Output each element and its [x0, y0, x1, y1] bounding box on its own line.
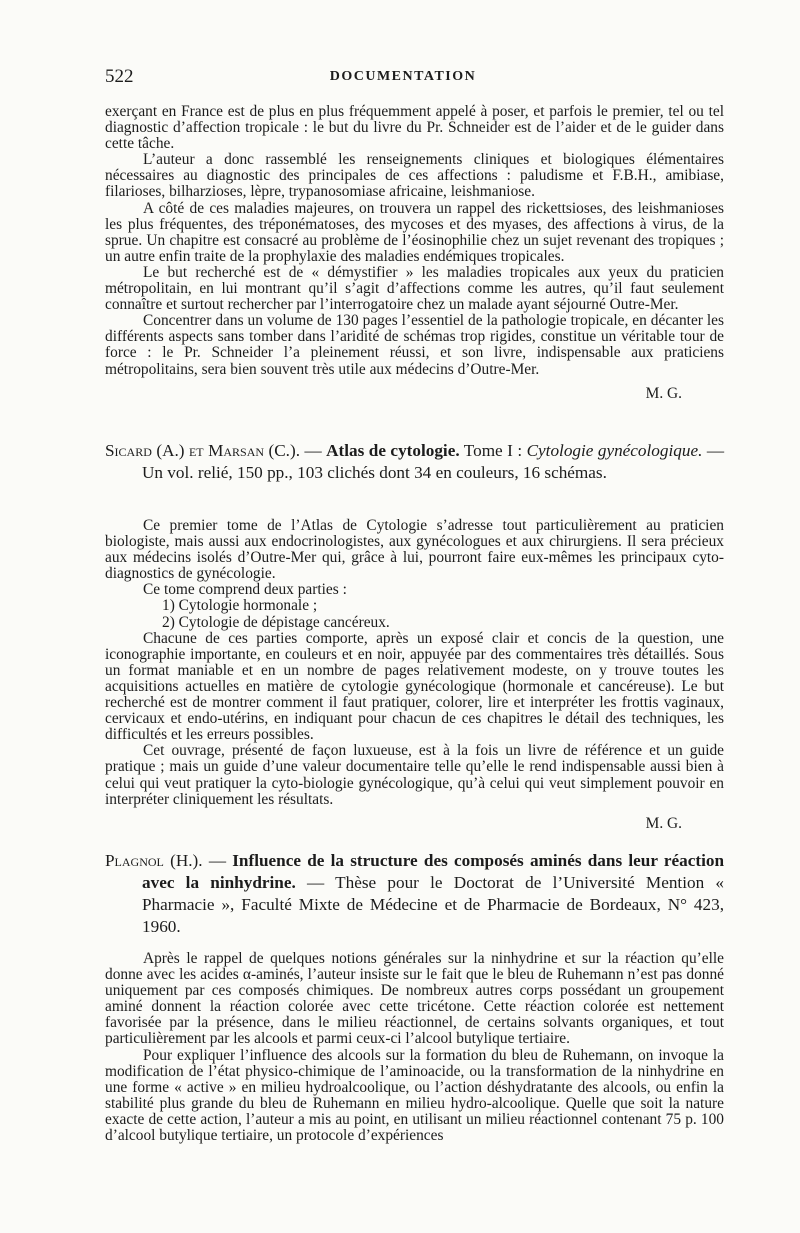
review-2-paragraph: Cet ouvrage, présenté de façon luxueuse, est à la fois un livre de référence et un guide pratique ; mais un guide d’une valeur documentaire telle qu’elle le rend indispensable aussi bien à celui qui veut pratiquer la cyto-biologie gynécologique, qu’à celui qui veut simplement pouvoir en interpréter cliniquement les résultats.: [105, 742, 724, 808]
review-3-heading: [105, 850, 724, 938]
page-number: 522: [105, 66, 134, 87]
review-3-dash: —: [208, 851, 226, 870]
review-1-paragraph: exerçant en France est de plus en plus fréquemment appelé à poser, et parfois le premier, tel ou tel diagnostic d’affection tropicale : le but du livre du Pr. Schneider est de l’aider et de le guider dans cette tâche.: [105, 103, 724, 153]
review-2-heading: [105, 440, 724, 484]
review-1-paragraph: Le but recherché est de « démystifier » les maladies tropicales aux yeux du praticien métropolitain, en lui montrant qu’il s’agit d’affections comme les autres, qu’il faut seulement connaître et surtout rechercher par l’interrogatoire chez un malade ayant séjourné Outre-Mer.: [105, 263, 724, 314]
review-3-author: Plagnol (H.).: [105, 851, 203, 870]
review-2-authors: Sicard (A.) et Marsan (C.).: [105, 441, 301, 460]
running-title: DOCUMENTATION: [329, 69, 477, 84]
review-1-paragraph: A côté de ces maladies majeures, on trouvera un rappel des rickettsioses, des leishmanioses les plus fréquentes, des tréponématoses, des mycoses et des myases, des affections à virus, de la sprue. Un chapitre est consacré au problème de l’éosinophilie chez un sujet revenant des tropiques ; un autre enfin traite de la prophylaxie des maladies endémiques tropicales.: [105, 199, 724, 265]
review-2-list: [105, 598, 724, 630]
review-2-paragraph: Chacune de ces parties comporte, après un exposé clair et concis de la question, une iconographie importante, en couleurs et en noir, appuyée par des commentaires très détaillés. Sous un format maniable et en un nombre de pages relativement modeste, on y trouve toutes les acquisitions actuelles en matière de cytologie gynécologique (hormonale et cancéreuse). Le but recherché est de montrer comment il faut pratiquer, colorer, lire et interpréter les frottis vaginaux, cervicaux et endo-utérins, en indiquant pour chacun de ces chapitres le détail des techniques, les difficultés et les erreurs possibles.: [105, 629, 724, 744]
review-2-paragraph: Ce tome comprend deux parties :: [143, 581, 347, 599]
review-2-subtitle: Cytologie gynécologique.: [526, 441, 703, 460]
list-item: 1) Cytologie hormonale ;: [162, 597, 318, 615]
review-2-tome: Tome I :: [463, 441, 523, 460]
review-2-dash: —: [304, 441, 322, 460]
page-header: [105, 66, 701, 90]
review-1: [105, 104, 724, 402]
review-3-details: — Thèse pour le Doctorat de l’Université Mention « Pharmacie », Faculté Mixte de Médecine et de Pharmacie de Bordeaux, N° 423, 1960.: [142, 873, 724, 936]
review-2-body: [105, 518, 724, 832]
review-3-title: Influence de la structure des composés aminés dans leur réaction avec la ninhydrine.: [142, 851, 725, 892]
review-2-title: Atlas de cytologie.: [326, 441, 460, 460]
list-item: 2) Cytologie de dépistage cancéreux.: [162, 613, 390, 631]
review-3-body: [105, 951, 724, 1144]
review-3-paragraph: Pour expliquer l’influence des alcools sur la formation du bleu de Ruhemann, on invoque la modification de l’état physico-chimique de l’aminoacide, ou la transformation de la ninhydrine en une forme « active » en milieu hydroalcoolique, ou l’action déshydratante des alcools, ou enfin la stabilité plus grande du bleu de Ruhemann en milieu hydro-alcoolique. Quelle que soit la nature exacte de cette action, l’auteur a mis au point, en utilisant un milieu réactionnel contenant 75 p. 100 d’alcool butylique tertiaire, un protocole d’expériences: [105, 1046, 724, 1145]
review-2-paragraph: Ce premier tome de l’Atlas de Cytologie s’adresse tout particulièrement au praticien biologiste, mais aussi aux endocrinologistes, aux gynécologues et aux chirurgiens. Il sera précieux aux médecins isolés d’Outre-Mer qui, grâce à lui, pourront faire eux-mêmes les principaux cyto-diagnostics de gynécologie.: [105, 517, 724, 583]
review-3-paragraph: Après le rappel de quelques notions générales sur la ninhydrine et sur la réaction qu’elle donne avec les acides α-aminés, l’auteur insiste sur le fait que le bleu de Ruhemann n’est pas donné uniquement par ces composés chimiques. De nombreux autres corps possédant un groupement aminé donnent la réaction colorée avec cette tricétone. Cette réaction colorée est nettement favorisée par la présence, dans le milieu réactionnel, de certains solvants organiques, et tout particulièrement par les alcools et parmi ceux-ci l’alcool butylique tertiaire.: [105, 950, 724, 1048]
review-1-paragraph: Concentrer dans un volume de 130 pages l’essentiel de la pathologie tropicale, en décanter les différents aspects sans tomber dans l’aridité de schémas trop rigides, constitue un véritable tour de force : le Pr. Schneider l’a pleinement réussi, et son livre, indispensable aux praticiens métropolitains, sera bien souvent très utile aux médecins d’Outre-Mer.: [105, 312, 724, 378]
review-1-signature: M. G.: [645, 384, 682, 402]
review-1-paragraph: L’auteur a donc rassemblé les renseignements cliniques et biologiques élémentaires nécessaires au diagnostic des principales de ces affections : paludisme et F.B.H., amibiase, filarioses, bilharzioses, lèpre, trypanosomiase africaine, leishmaniose.: [105, 151, 724, 201]
review-2-signature: M. G.: [645, 814, 682, 832]
review-2-details: — Un vol. relié, 150 pp., 103 clichés dont 34 en couleurs, 16 schémas.: [142, 441, 725, 482]
